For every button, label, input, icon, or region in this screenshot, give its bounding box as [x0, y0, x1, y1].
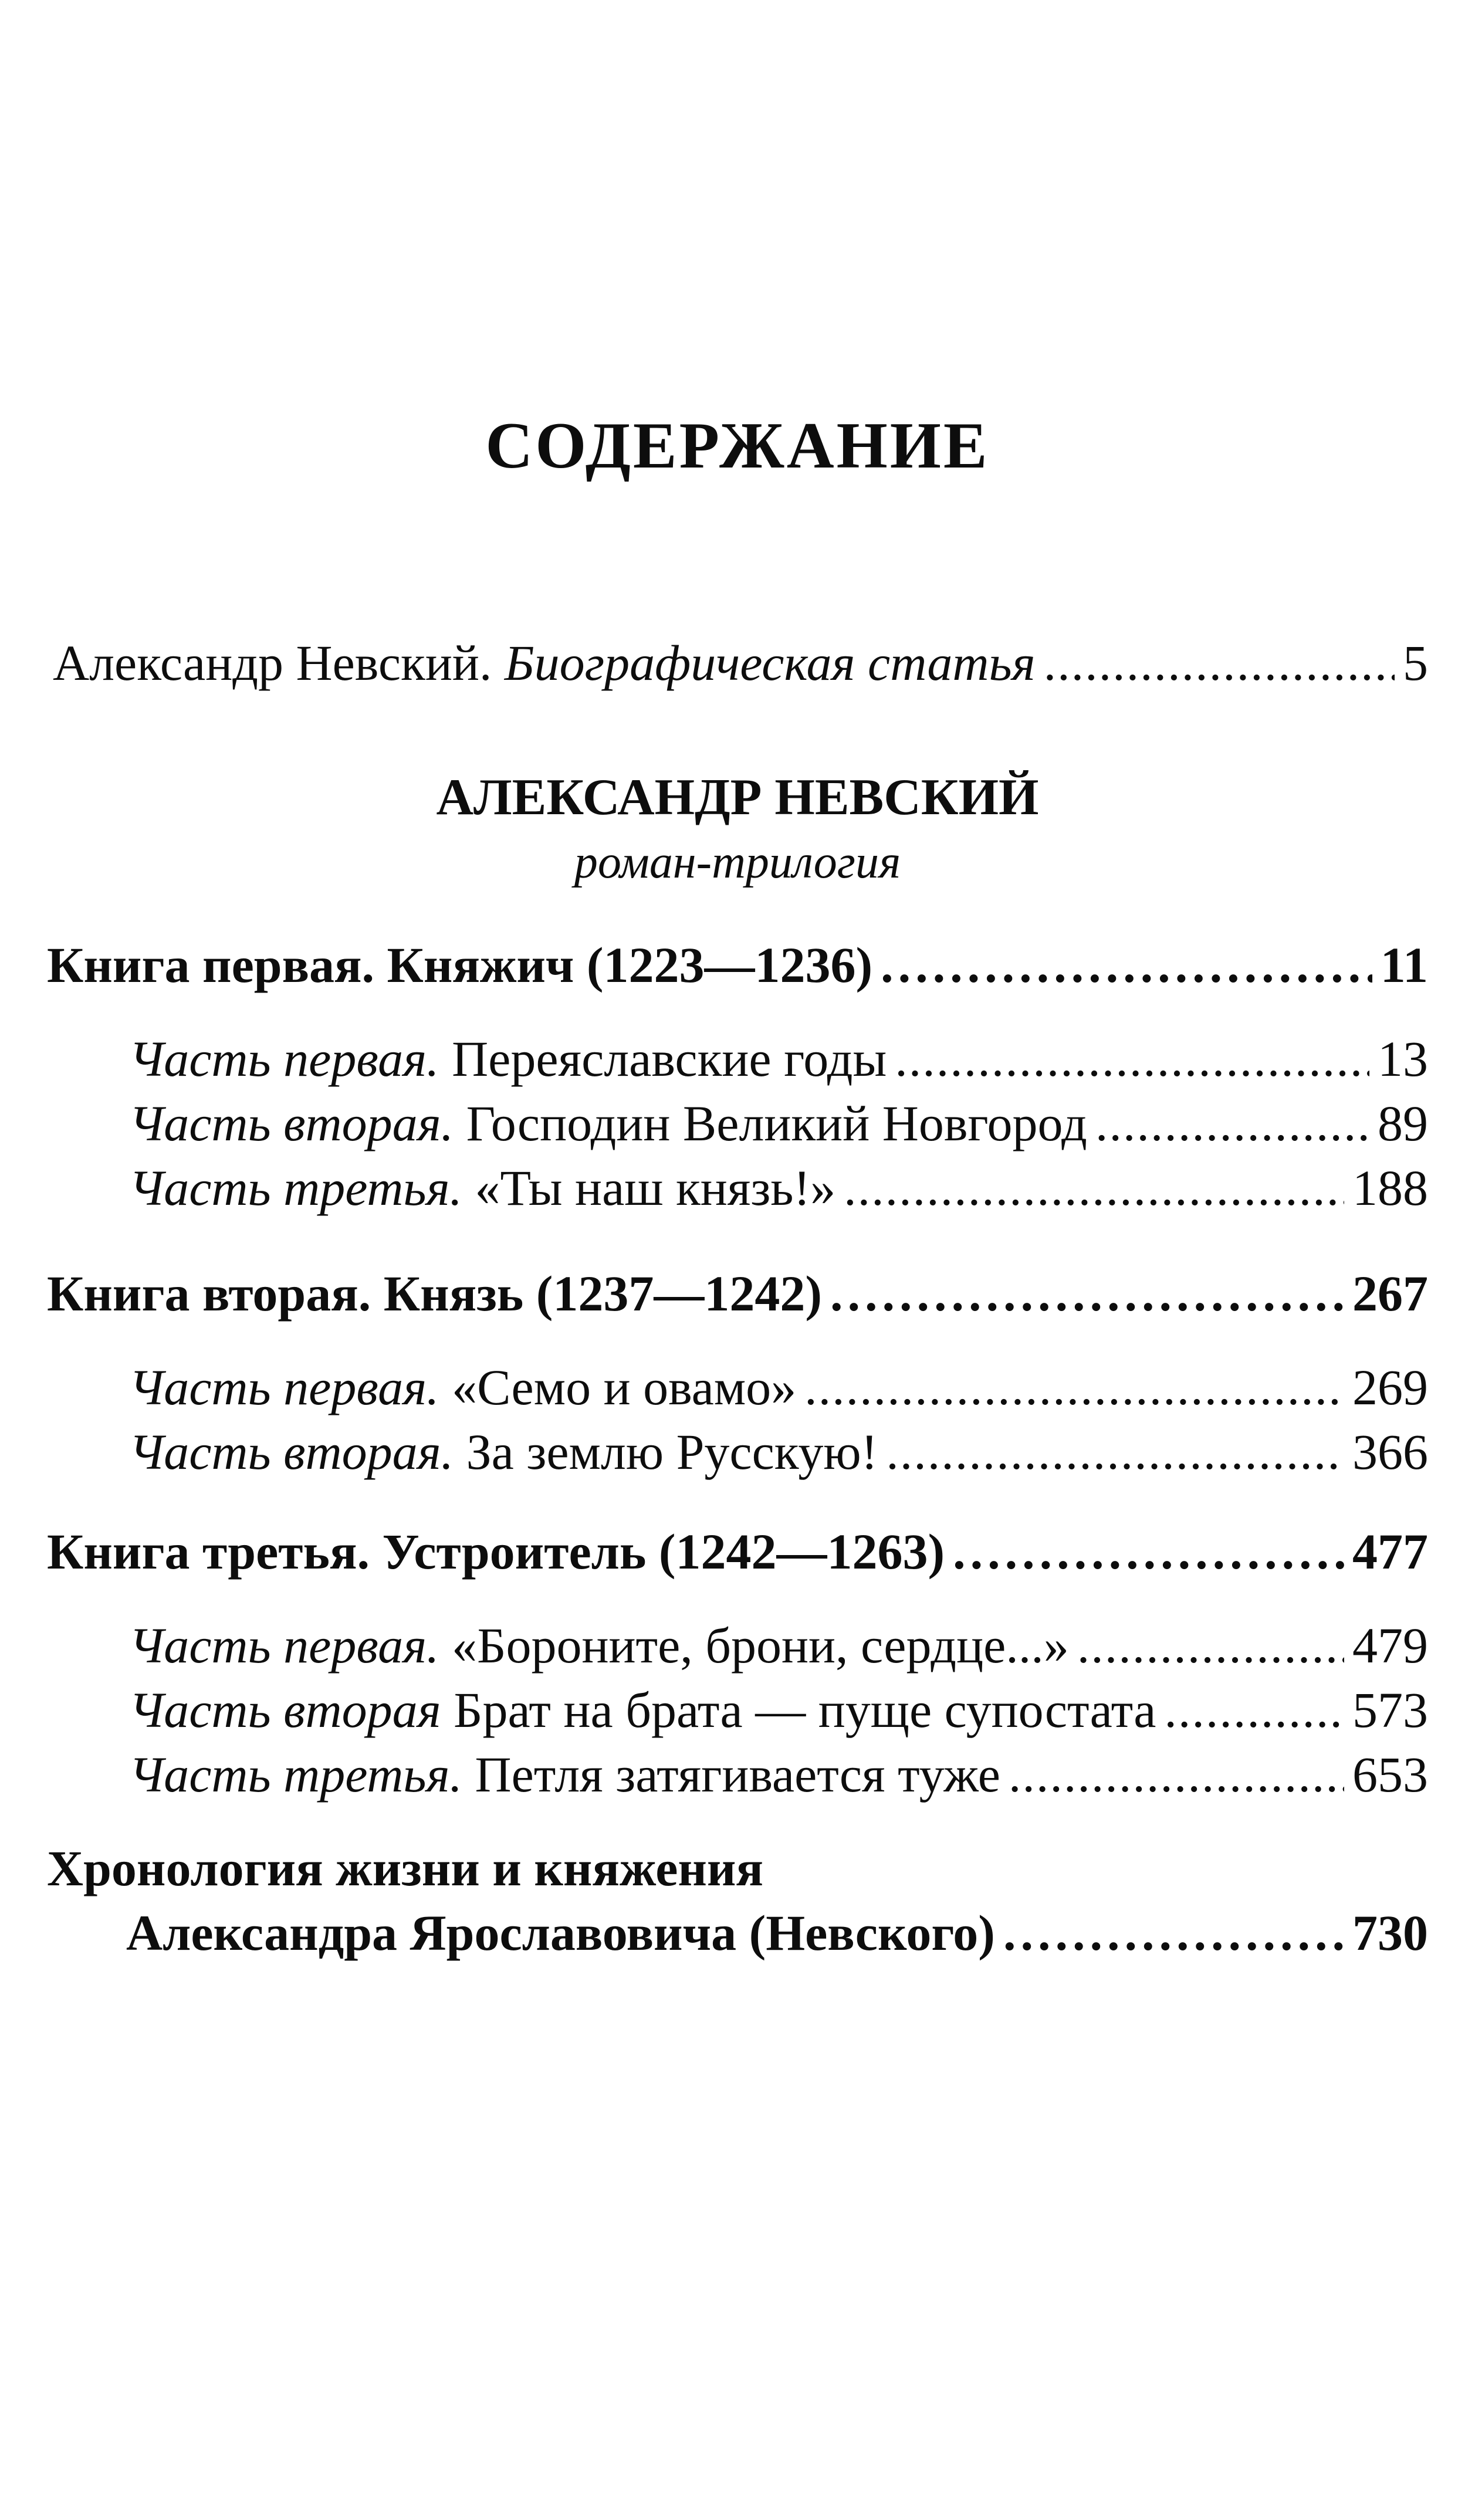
- page-number: 477: [1352, 1523, 1428, 1580]
- page-number: 13: [1378, 1031, 1428, 1087]
- part-title: Петля затягивается туже: [475, 1746, 1000, 1803]
- part-label: Часть первая.: [129, 1617, 439, 1674]
- page-number: 573: [1352, 1682, 1428, 1738]
- part-label: Часть первая.: [129, 1359, 439, 1415]
- book-label: Книга первая. Княжич (1223—1236): [47, 937, 873, 993]
- section-title: АЛЕКСАНДР НЕВСКИЙ: [436, 769, 1039, 826]
- page-number: 5: [1403, 635, 1428, 691]
- part-title: «Семо и овамо»: [452, 1359, 797, 1415]
- dot-leader: [830, 1258, 1344, 1329]
- book-label: Книга вторая. Князь (1237—1242): [47, 1265, 823, 1322]
- dot-leader: [1009, 1739, 1344, 1810]
- page-number: 653: [1352, 1746, 1428, 1803]
- toc-entry-part[interactable]: [129, 1675, 1428, 1745]
- page-number: 188: [1352, 1160, 1428, 1216]
- toc-entry-chronology[interactable]: [126, 1898, 1428, 1968]
- toc-entry-part[interactable]: [129, 1739, 1428, 1810]
- dot-leader: [953, 1516, 1344, 1587]
- toc-entry-part[interactable]: [129, 1024, 1428, 1094]
- dot-leader: [1164, 1675, 1344, 1745]
- part-label: Часть третья.: [129, 1160, 463, 1216]
- part-label: Часть вторая.: [129, 1095, 454, 1151]
- page-number: 269: [1352, 1359, 1428, 1415]
- toc-entry-part[interactable]: [129, 1088, 1428, 1159]
- part-title: Господин Великий Новгород: [466, 1095, 1087, 1151]
- toc-entry-part[interactable]: [129, 1352, 1428, 1422]
- page-number: 267: [1352, 1265, 1428, 1322]
- dot-leader: [1044, 628, 1395, 698]
- page-number: 366: [1352, 1424, 1428, 1480]
- dot-leader: [844, 1153, 1344, 1223]
- part-label: Часть третья.: [129, 1746, 463, 1803]
- toc-entry-book-2[interactable]: [47, 1258, 1428, 1329]
- page-number: 89: [1378, 1095, 1428, 1151]
- page-number: 11: [1380, 937, 1428, 993]
- dot-leader: [1077, 1610, 1344, 1681]
- page-number: 730: [1352, 1905, 1428, 1961]
- entry-italic-title: Биографическая статья: [504, 635, 1036, 691]
- dot-leader: [895, 1024, 1369, 1094]
- dot-leader: [1095, 1088, 1369, 1159]
- toc-entry-biography[interactable]: [53, 628, 1428, 698]
- part-title: За землю Русскую!: [466, 1424, 878, 1480]
- toc-entry-part[interactable]: [129, 1153, 1428, 1223]
- part-title: Брат на брата — пуще супостата: [454, 1682, 1156, 1738]
- book-label: Книга третья. Устроитель (1242—1263): [47, 1523, 945, 1580]
- toc-entry-part[interactable]: [129, 1610, 1428, 1681]
- section-subtitle: роман-трилогия: [574, 836, 901, 888]
- part-title: «Ты наш князь!»: [475, 1160, 836, 1216]
- page-title: СОДЕРЖАНИЕ: [485, 409, 990, 482]
- chronology-line-2: Александра Ярославовича (Невского): [126, 1905, 995, 1961]
- toc-entry-book-3[interactable]: [47, 1516, 1428, 1587]
- part-title: «Бороните, брони, сердце...»: [452, 1617, 1069, 1674]
- toc-entry-book-1[interactable]: [47, 930, 1428, 1000]
- dot-leader: [804, 1352, 1344, 1422]
- dot-leader: [881, 930, 1372, 1000]
- part-title: Переяславские годы: [452, 1031, 887, 1087]
- part-label: Часть первая.: [129, 1031, 439, 1087]
- chronology-line-1: Хронология жизни и княжения: [47, 1840, 764, 1896]
- part-label: Часть вторая: [129, 1682, 441, 1738]
- part-label: Часть вторая.: [129, 1424, 454, 1480]
- dot-leader: [1003, 1898, 1344, 1968]
- toc-entry-part[interactable]: [129, 1417, 1428, 1487]
- page-number: 479: [1352, 1617, 1428, 1674]
- dot-leader: [886, 1417, 1344, 1487]
- entry-author: Александр Невский.: [53, 635, 492, 691]
